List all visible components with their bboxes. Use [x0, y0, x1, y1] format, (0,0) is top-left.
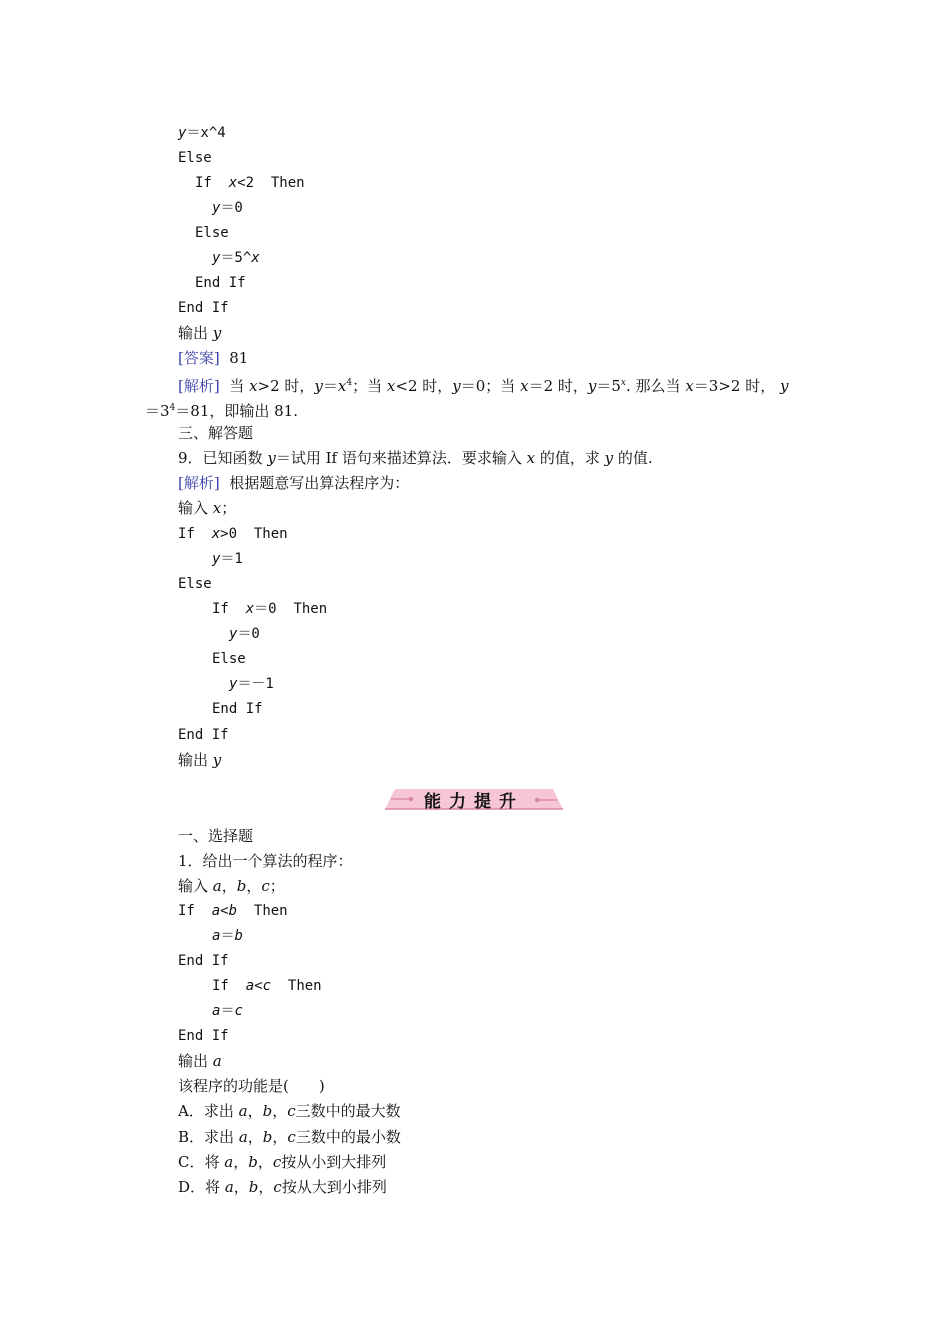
code-line: End If: [178, 300, 229, 316]
code-line: y＝－1: [229, 676, 274, 692]
code-line: End If: [195, 275, 246, 291]
code-line: y＝5^x: [212, 250, 260, 266]
code-line: If a<b Then: [178, 903, 288, 919]
answer-line: [178, 348, 248, 368]
analysis-line: [解析] 根据题意写出算法程序为：: [178, 474, 410, 492]
analysis-line: [解析] 当 x>2 时，$y=x^4$；当 x<2 时，y＝0；当 x＝2 时，$y=5^x$. 那么当 x＝3>2 时， y: [178, 377, 789, 395]
code-line: If x>0 Then: [178, 526, 288, 542]
answer-value: 81: [229, 349, 249, 367]
answer-tag: [答案]: [178, 349, 220, 367]
code-line: If x<2 Then: [195, 175, 305, 191]
code-line: y＝x^4: [178, 125, 226, 141]
section-heading: 一、选择题: [178, 827, 254, 845]
code-line: Else: [178, 576, 212, 592]
analysis-tag: [解析]: [178, 377, 220, 395]
code-line: If a<c Then: [212, 978, 322, 994]
code-line: Else: [195, 225, 229, 241]
code-line: If x＝0 Then: [212, 601, 328, 617]
code-line: Else: [178, 150, 212, 166]
code-line: End If: [212, 701, 263, 717]
banner-title: 能力提升: [424, 792, 524, 812]
analysis-tag: [解析]: [178, 474, 220, 492]
section-banner: [385, 785, 563, 811]
code-line: a＝b: [212, 928, 243, 944]
code-line: y＝1: [212, 551, 243, 567]
input-line: 输入 a，b，c；: [178, 877, 285, 895]
code-line: End If: [178, 953, 229, 969]
input-line: 输入 x；: [178, 499, 237, 517]
question-1: 1．给出一个算法的程序：: [178, 852, 353, 870]
analysis-line: $=3^4=81$，即输出 81.: [145, 402, 298, 420]
question-prompt: 该程序的功能是( ): [178, 1077, 325, 1095]
code-line: End If: [178, 1028, 229, 1044]
code-line: a＝c: [212, 1003, 243, 1019]
option-b[interactable]: B．求出 a，b，c三数中的最小数: [178, 1128, 401, 1146]
option-a[interactable]: A．求出 a，b，c三数中的最大数: [178, 1102, 401, 1120]
output-line: 输出 y: [178, 751, 222, 769]
code-line: y＝0: [229, 626, 260, 642]
code-line: Else: [212, 651, 246, 667]
output-line: 输出 a: [178, 1052, 222, 1070]
code-line: y＝0: [212, 200, 243, 216]
question-9: 9．已知函数 y＝试用 If 语句来描述算法．要求输入 x 的值，求 y 的值.: [178, 449, 653, 467]
output-line: 输出 y: [178, 324, 222, 342]
option-d[interactable]: D．将 a，b，c按从大到小排列: [178, 1178, 387, 1196]
option-c[interactable]: C．将 a，b，c按从小到大排列: [178, 1153, 387, 1171]
section-heading: 三、解答题: [178, 424, 254, 442]
code-line: End If: [178, 727, 229, 743]
